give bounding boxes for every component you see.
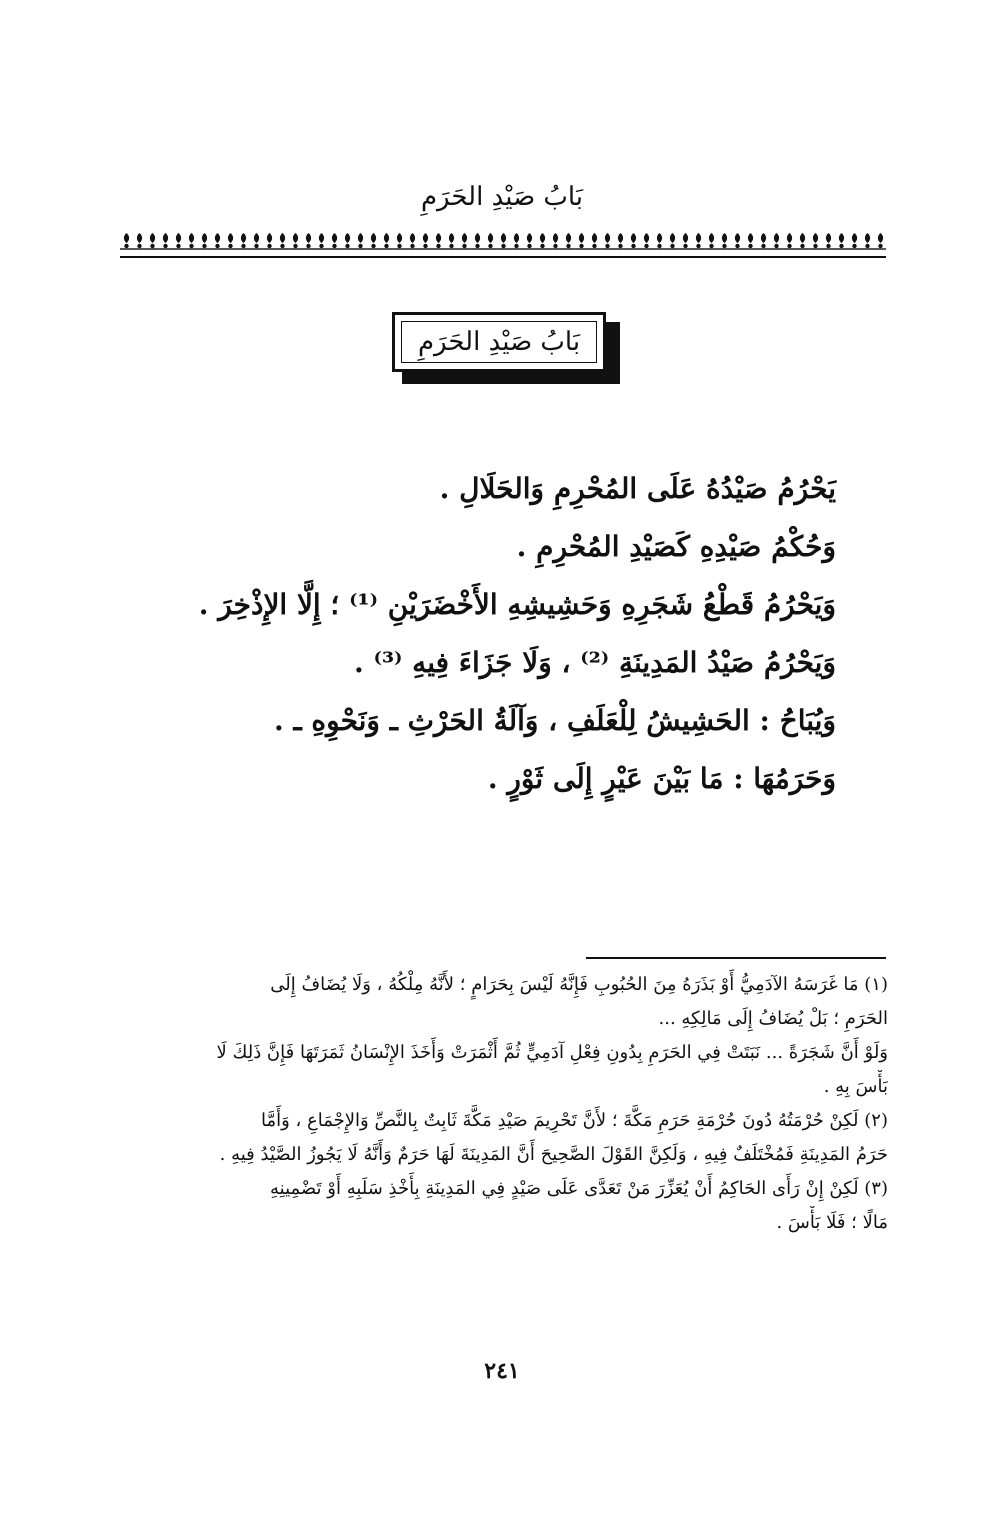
main-line: يَحْرُمُ صَيْدُهُ عَلَى المُحْرِمِ وَالحَلَالِ . <box>439 472 836 505</box>
header-rule <box>120 256 886 258</box>
main-line: وَيُبَاحُ : الحَشِيشُ لِلْعَلَفِ ، وَآلَةُ الحَرْثِ ـ وَنَحْوِهِ ـ . <box>273 704 836 737</box>
ornament-pattern-icon <box>120 231 886 251</box>
main-line: وَيَحْرُمُ قَطْعُ شَجَرِهِ وَحَشِيشِهِ الأَخْضَرَيْنِ ⁽¹⁾ ؛ إِلَّا الإِذْخِرَ . <box>198 588 836 621</box>
footnote-line: الحَرَمِ ؛ بَلْ يُضَافُ إِلَى مَالِكِهِ ... <box>658 1008 888 1029</box>
main-line: وَحَرَمُهَا : مَا بَيْنَ عَيْرٍ إِلَى ثَوْرٍ . <box>487 762 836 795</box>
main-line: وَحُكْمُ صَيْدِهِ كَصَيْدِ المُحْرِمِ . <box>516 530 836 563</box>
footnote-line: مَالًا ؛ فَلَا بَأْسَ . <box>776 1212 888 1233</box>
running-head: بَابُ صَيْدِ الحَرَمِ <box>420 182 584 212</box>
footnotes <box>116 968 888 1240</box>
footnote-line: (٣) لَكِنْ إِنْ رَأَى الحَاكِمُ أَنْ يُعَزِّرَ مَنْ تَعَدَّى عَلَى صَيْدٍ فِي المَدِينَةِ بِأَخْذِ سَلَبِهِ أَوْ تَضْمِينِهِ <box>270 1178 888 1199</box>
chapter-title-box <box>392 312 606 372</box>
footnote-line: حَرَمُ المَدِينَةِ فَمُخْتَلَفٌ فِيهِ ، وَلَكِنَّ القَوْلَ الصَّحِيحَ أَنَّ المَدِينَةَ لَهَا حَرَمٌ وَأَنَّهُ لَا يَجُوزُ الصَّيْدُ فِيهِ . <box>219 1144 888 1165</box>
footnote-line: (١) مَا غَرَسَهُ الآدَمِيُّ أَوْ بَذَرَهُ مِنَ الحُبُوبِ فَإِنَّهُ لَيْسَ بِحَرَامٍ ؛ لأَنَّهُ مِلْكُهُ ، وَلَا يُضَافُ إِلَى <box>270 974 888 995</box>
footnote-line: (٢) لَكِنْ حُرْمَتُهُ دُونَ حُرْمَةِ حَرَمِ مَكَّةَ ؛ لأَنَّ تَحْرِيمَ صَيْدِ مَكَّةَ ثَابِتٌ بِالنَّصِّ وَالإِجْمَاعِ ، وَأَمَّا <box>260 1110 888 1131</box>
footnote-line: وَلَوْ أَنَّ شَجَرَةً ... نَبَتَتْ فِي الحَرَمِ بِدُونِ فِعْلِ آدَمِيٍّ ثُمَّ أَثْمَرَتْ وَأَخَذَ الإِنْسَانُ ثَمَرَتَهَا فَإِنَّ ذَلِكَ لَا <box>216 1042 888 1063</box>
page-number: ٢٤١ <box>484 1358 520 1384</box>
ornamental-border <box>120 228 886 254</box>
chapter-title: بَابُ صَيْدِ الحَرَمِ <box>401 321 597 363</box>
main-line: وَيَحْرُمُ صَيْدُ المَدِينَةِ ⁽²⁾ ، وَلَا جَزَاءَ فِيهِ ⁽³⁾ . <box>353 646 836 679</box>
main-text <box>136 460 836 808</box>
footnote-separator <box>586 957 886 959</box>
footnote-line: بَأْسَ بِهِ . <box>823 1076 888 1097</box>
